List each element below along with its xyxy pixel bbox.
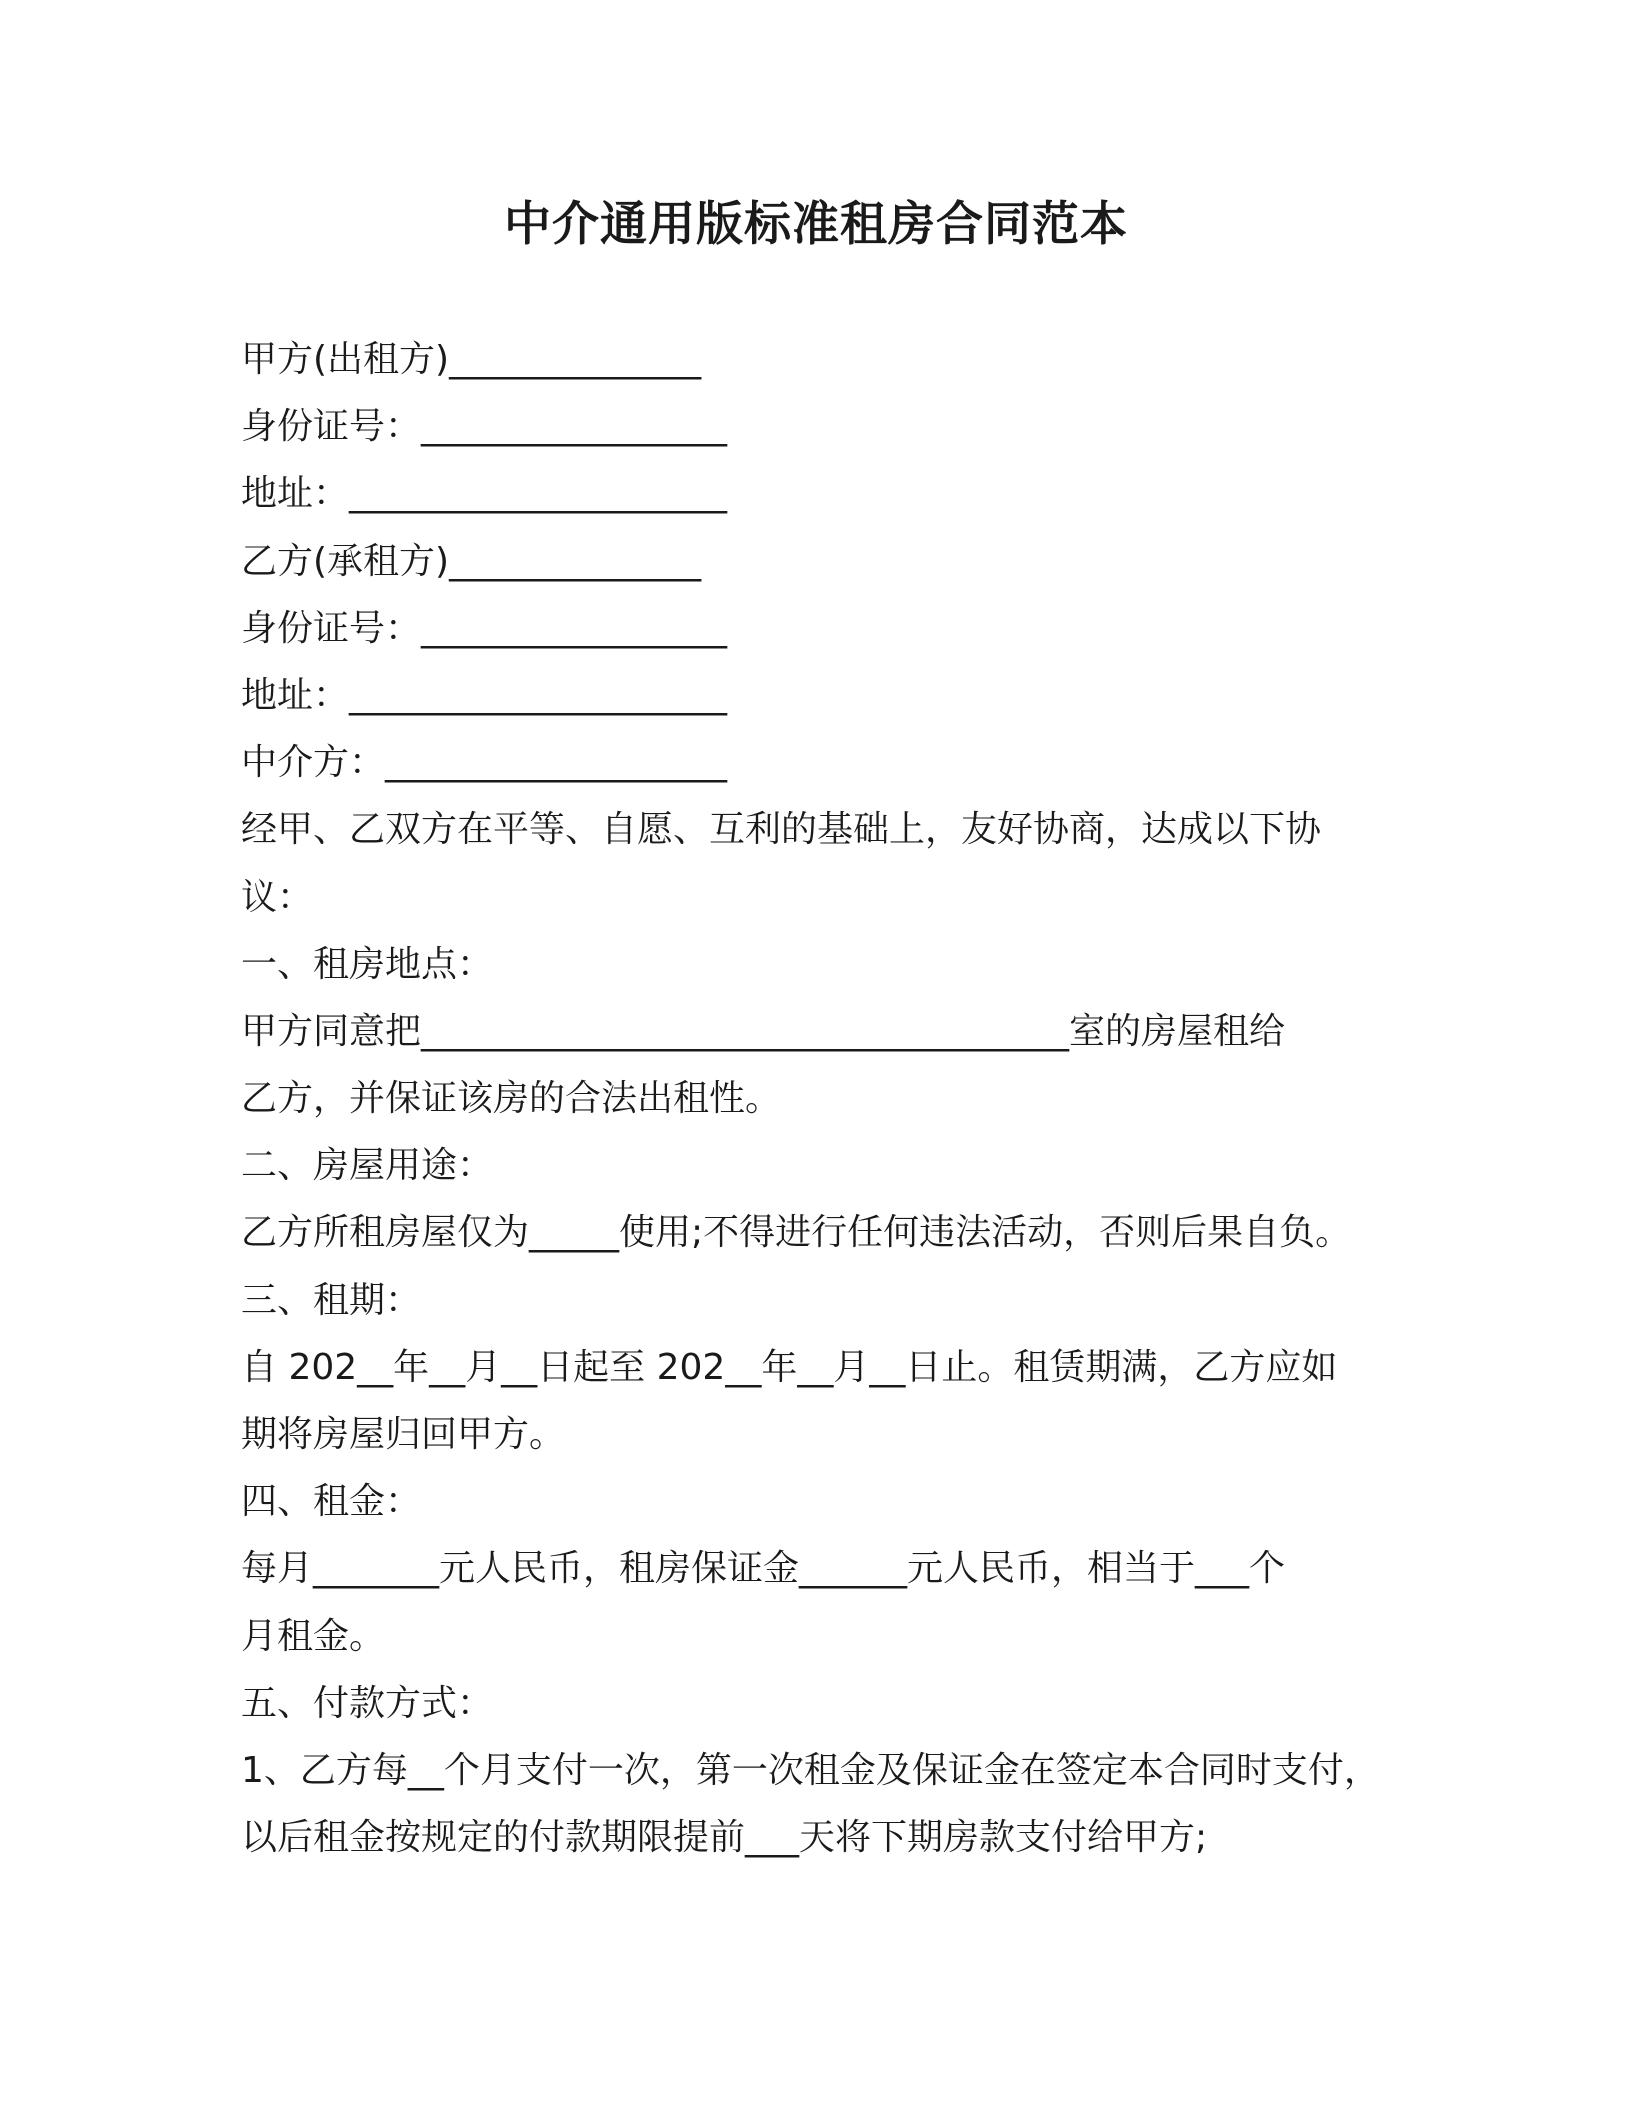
contract-body [241, 326, 1421, 1871]
lessor-address-line: 地址：_____________________ [241, 473, 728, 515]
paragraph-line: 乙方所租房屋仅为_____使用;不得进行任何违法活动，否则后果自负。 [241, 1212, 1352, 1254]
document-title: 中介通用版标准租房合同范本 [504, 197, 1128, 252]
paragraph-line: 期将房屋归回甲方。 [241, 1414, 566, 1455]
section-heading: 四、租金： [241, 1481, 422, 1523]
agent-line: 中介方：___________________ [241, 742, 728, 784]
lessee-address-line: 地址：_____________________ [241, 674, 728, 716]
lessor-line: 甲方(出租方)______________ [241, 339, 702, 380]
paragraph-line: 自 202__年__月__日起至 202__年__月__日止。租赁期满，乙方应如 [241, 1346, 1338, 1388]
section-heading: 三、租期： [241, 1279, 422, 1321]
paragraph-line: 乙方，并保证该房的合法出租性。 [241, 1078, 782, 1120]
paragraph-line: 每月_______元人民币，租房保证金______元人民币，相当于___个 [241, 1548, 1286, 1590]
section-heading: 一、租房地点： [241, 943, 494, 985]
lessor-id-line: 身份证号：_________________ [241, 406, 728, 448]
section-heading: 五、付款方式： [241, 1682, 494, 1724]
preamble-line: 经甲、乙双方在平等、自愿、互利的基础上，友好协商，达成以下协 [241, 809, 1322, 851]
paragraph-line: 1、乙方每__个月支付一次，第一次租金及保证金在签定本合同时支付， [241, 1749, 1380, 1791]
lessee-id-line: 身份证号：_________________ [241, 607, 728, 649]
paragraph-line: 月租金。 [241, 1615, 386, 1657]
paragraph-line: 甲方同意把____________________________________室的房屋租给 [241, 1010, 1286, 1052]
paragraph-line: 以后租金按规定的付款期限提前___天将下期房款支付给甲方; [241, 1817, 1208, 1859]
preamble-line: 议： [241, 876, 314, 918]
lessee-line: 乙方(承租方)______________ [241, 540, 702, 582]
section-heading: 二、房屋用途： [241, 1145, 494, 1187]
